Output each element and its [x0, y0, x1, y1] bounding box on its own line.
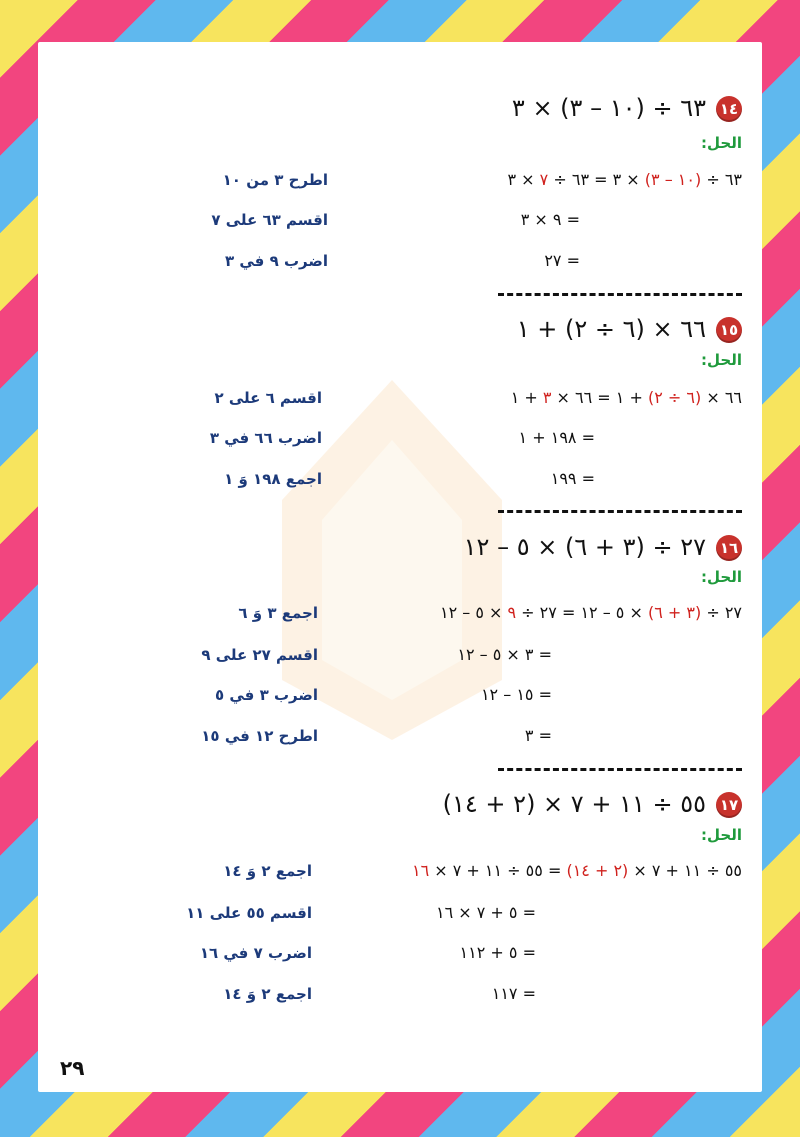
equation-line: = ١٩٨ + ١: [518, 428, 595, 447]
step-explanation: اقسم ٦٣ على ٧: [211, 211, 328, 229]
problem-expression: ٢٧ ÷ (٣ + ٦) × ٥ – ١٢: [463, 533, 706, 561]
equation-line: ٢٧ ÷ (٣ + ٦) × ٥ – ١٢ = ٢٧ ÷ ٩ × ٥ – ١٢: [439, 603, 742, 622]
section-divider: [498, 510, 742, 513]
problem-expression: ٦٣ ÷ (١٠ – ٣) × ٣: [511, 94, 706, 122]
problem-17: [443, 790, 742, 818]
step-explanation: اجمع ٢ وَ ١٤: [223, 985, 312, 1003]
equation-line: = ٩ × ٣: [520, 210, 580, 229]
solution-label: الحل:: [701, 351, 742, 369]
solution-label: الحل:: [701, 568, 742, 586]
equation-line: = ٥ + ١١٢: [459, 943, 536, 962]
step-explanation: اقسم ٢٧ على ٩: [201, 646, 318, 664]
step-explanation: اجمع ١٩٨ وَ ١: [224, 470, 322, 488]
equation-line: = ٥ + ٧ × ١٦: [435, 903, 536, 922]
equation-line: = ١٩٩: [550, 469, 595, 488]
step-explanation: اقسم ٥٥ على ١١: [186, 904, 312, 922]
solution-label: الحل:: [701, 826, 742, 844]
step-explanation: اضرب ٣ في ٥: [214, 686, 318, 704]
equation-line: = ١٥ – ١٢: [480, 685, 552, 704]
step-explanation: اقسم ٦ على ٢: [214, 389, 322, 407]
problem-16: [464, 533, 742, 561]
step-explanation: اطرح ٣ من ١٠: [222, 171, 328, 189]
step-explanation: اجمع ٣ وَ ٦: [238, 604, 318, 622]
problem-14: [512, 94, 742, 122]
solution-label: الحل:: [701, 134, 742, 152]
page-number: ٢٩: [60, 1056, 85, 1080]
equation-line: = ٣ × ٥ – ١٢: [457, 645, 552, 664]
problem-expression: ٥٥ ÷ ١١ + ٧ × (٢ + ١٤): [442, 790, 706, 818]
equation-line: = ١١٧: [491, 984, 536, 1003]
equation-line: ٦٣ ÷ (١٠ – ٣) × ٣ = ٦٣ ÷ ٧ × ٣: [507, 170, 742, 189]
section-divider: [498, 768, 742, 771]
problem-number-badge: ١٦: [716, 535, 742, 561]
equation-line: ٥٥ ÷ ١١ + ٧ × (٢ + ١٤) = ٥٥ ÷ ١١ + ٧ × ١٦: [411, 861, 742, 880]
problem-number-badge: ١٤: [716, 96, 742, 122]
equation-line: = ٢٧: [544, 251, 580, 270]
step-explanation: اضرب ٩ في ٣: [224, 252, 328, 270]
step-explanation: اطرح ١٢ في ١٥: [201, 727, 318, 745]
problem-number-badge: ١٧: [716, 792, 742, 818]
equation-line: = ٣: [524, 726, 552, 745]
step-explanation: اضرب ٦٦ في ٣: [209, 429, 322, 447]
section-divider: [498, 293, 742, 296]
problem-15: [517, 315, 742, 343]
equation-line: ٦٦ × (٦ ÷ ٢) + ١ = ٦٦ × ٣ + ١: [510, 388, 742, 407]
problem-number-badge: ١٥: [716, 317, 742, 343]
step-explanation: اجمع ٢ وَ ١٤: [223, 862, 312, 880]
step-explanation: اضرب ٧ في ١٦: [199, 944, 312, 962]
problem-expression: ٦٦ × (٦ ÷ ٢) + ١: [516, 315, 706, 343]
